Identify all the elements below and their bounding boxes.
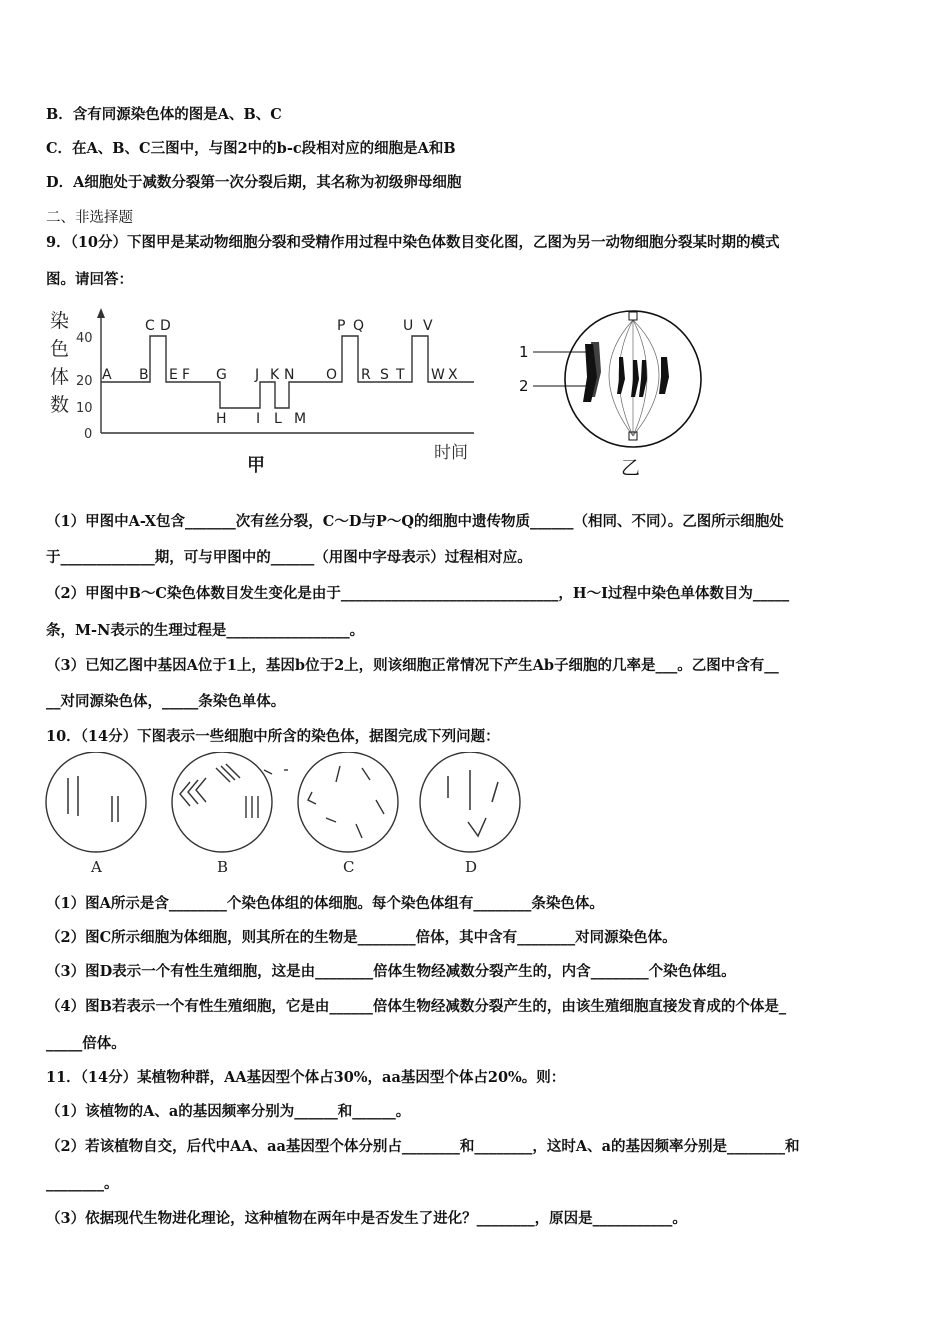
q9-stem-line2: 图。请回答： — [46, 271, 133, 288]
q10-stem: 10．（14分）下图表示一些细胞中所含的染色体，据图完成下列问题： — [46, 728, 500, 745]
jia-letter: B — [139, 367, 149, 383]
yi-centriole-top — [629, 312, 637, 320]
q10-p3: （3）图D表示一个有性生殖细胞，这是由________倍体生物经减数分裂产生的，内含________个染色体组。 — [46, 963, 736, 980]
jia-y-arrow — [97, 308, 105, 318]
jia-letter: V — [423, 318, 433, 334]
jia-letter: C — [145, 318, 155, 334]
q9-p3-line1: （3）已知乙图中基因A位于1上，基因b位于2上，则该细胞正常情况下产生Ab子细胞的几率是___。乙图中含有__ — [46, 657, 779, 674]
jia-letter: E — [169, 367, 178, 383]
jia-ylabel-char: 体 — [50, 366, 70, 388]
q11-p1: （1）该植物的A、a的基因频率分别为______和______。 — [46, 1103, 411, 1120]
jia-xlabel: 时间 — [434, 443, 468, 463]
option-d: D．A细胞处于减数分裂第一次分裂后期，其名称为初级卵母细胞 — [46, 174, 462, 191]
yi-label-2: 2 — [519, 377, 529, 395]
jia-ylabel-char: 染 — [50, 310, 70, 332]
q10-cell-d-chromosomes — [448, 770, 498, 836]
jia-letter: F — [182, 367, 191, 383]
yi-label-1: 1 — [519, 343, 529, 361]
jia-caption: 甲 — [247, 455, 265, 476]
jia-letter: U — [403, 318, 414, 334]
figure-jia-chromosome-chart — [44, 305, 484, 480]
figure-yi-cell — [515, 302, 715, 482]
figure-q10-cells — [40, 752, 530, 877]
jia-letter: N — [284, 367, 295, 383]
jia-letter: O — [326, 367, 338, 383]
q11-p2-line1: （2）若该植物自交，后代中AA、aa基因型个体分别占________和________，这时A、a的基因频率分别是________和 — [46, 1138, 800, 1155]
q9-p2-line2: 条，M-N表示的生理过程是_________________。 — [46, 622, 365, 639]
jia-letter: L — [274, 411, 282, 427]
q10-cell-a — [46, 752, 146, 852]
q9-p1-line2: 于_____________期，可与甲图中的______（用图中字母表示）过程相对应。 — [46, 549, 532, 566]
jia-ylabel-char: 数 — [50, 394, 70, 416]
jia-letter: I — [256, 411, 261, 427]
q11-p3: （3）依据现代生物进化理论，这种植物在两年中是否发生了进化？________，原因是___________。 — [46, 1210, 687, 1227]
q10-cell-a-chromosomes — [68, 776, 118, 822]
jia-ytick: 20 — [76, 374, 93, 389]
option-b: B．含有同源染色体的图是A、B、C — [46, 106, 282, 123]
jia-letter: S — [380, 367, 389, 383]
q9-stem-line1: 9．（10分）下图甲是某动物细胞分裂和受精作用过程中染色体数目变化图，乙图为另一动物细胞分裂某时期的模式 — [46, 234, 780, 251]
q11-stem: 11．（14分）某植物种群，AA基因型个体占30%，aa基因型个体占20%。则： — [46, 1069, 566, 1086]
yi-caption: 乙 — [621, 457, 641, 479]
jia-letter: D — [160, 318, 171, 334]
jia-letter: J — [255, 367, 260, 383]
jia-letter: G — [216, 367, 227, 383]
jia-letter: W — [431, 367, 445, 383]
q10-p4-line2: _____倍体。 — [46, 1035, 126, 1052]
jia-letter: Q — [353, 318, 365, 334]
jia-letter: K — [270, 367, 280, 383]
jia-letter: A — [102, 367, 112, 383]
q10-p4-line1: （4）图B若表示一个有性生殖细胞，它是由______倍体生物经减数分裂产生的，由该生殖细胞直接发育成的个体是_ — [46, 998, 787, 1015]
q10-cell-c-chromosomes — [308, 766, 384, 838]
jia-letter: T — [396, 367, 405, 383]
q9-p1-line1: （1）甲图中A-X包含_______次有丝分裂，C～D与P～Q的细胞中遗传物质______（相同、不同）。乙图所示细胞处 — [46, 513, 784, 530]
jia-ytick: 10 — [76, 401, 93, 416]
q10-label-d: D — [465, 858, 478, 876]
q10-p2: （2）图C所示细胞为体细胞，则其所在的生物是________倍体，其中含有________对同源染色体。 — [46, 929, 677, 946]
jia-letter: P — [337, 318, 346, 334]
q10-label-c: C — [343, 858, 355, 876]
option-c: C．在A、B、C三图中，与图2中的b-c段相对应的细胞是A和B — [46, 140, 456, 157]
jia-ytick: 40 — [76, 331, 93, 346]
q11-p2-line2: ________。 — [46, 1175, 119, 1192]
q10-p1: （1）图A所示是含________个染色体组的体细胞。每个染色体组有________条染色体。 — [46, 895, 604, 912]
q10-label-a: A — [91, 858, 102, 876]
jia-letter: M — [294, 411, 307, 427]
jia-letter: H — [216, 411, 227, 427]
yi-chromosomes — [583, 342, 669, 402]
q10-label-b: B — [217, 858, 229, 876]
q9-p3-line2: __对同源染色体，_____条染色单体。 — [46, 693, 286, 710]
jia-letter: X — [448, 367, 458, 383]
section-heading: 二、非选择题 — [46, 210, 133, 226]
jia-letter: R — [361, 367, 371, 383]
jia-ytick: 0 — [84, 427, 93, 442]
q9-p2-line1: （2）甲图中B～C染色体数目发生变化是由于______________________________，H～I过程中染色单体数目为_____ — [46, 585, 790, 602]
jia-ylabel-char: 色 — [50, 338, 70, 360]
